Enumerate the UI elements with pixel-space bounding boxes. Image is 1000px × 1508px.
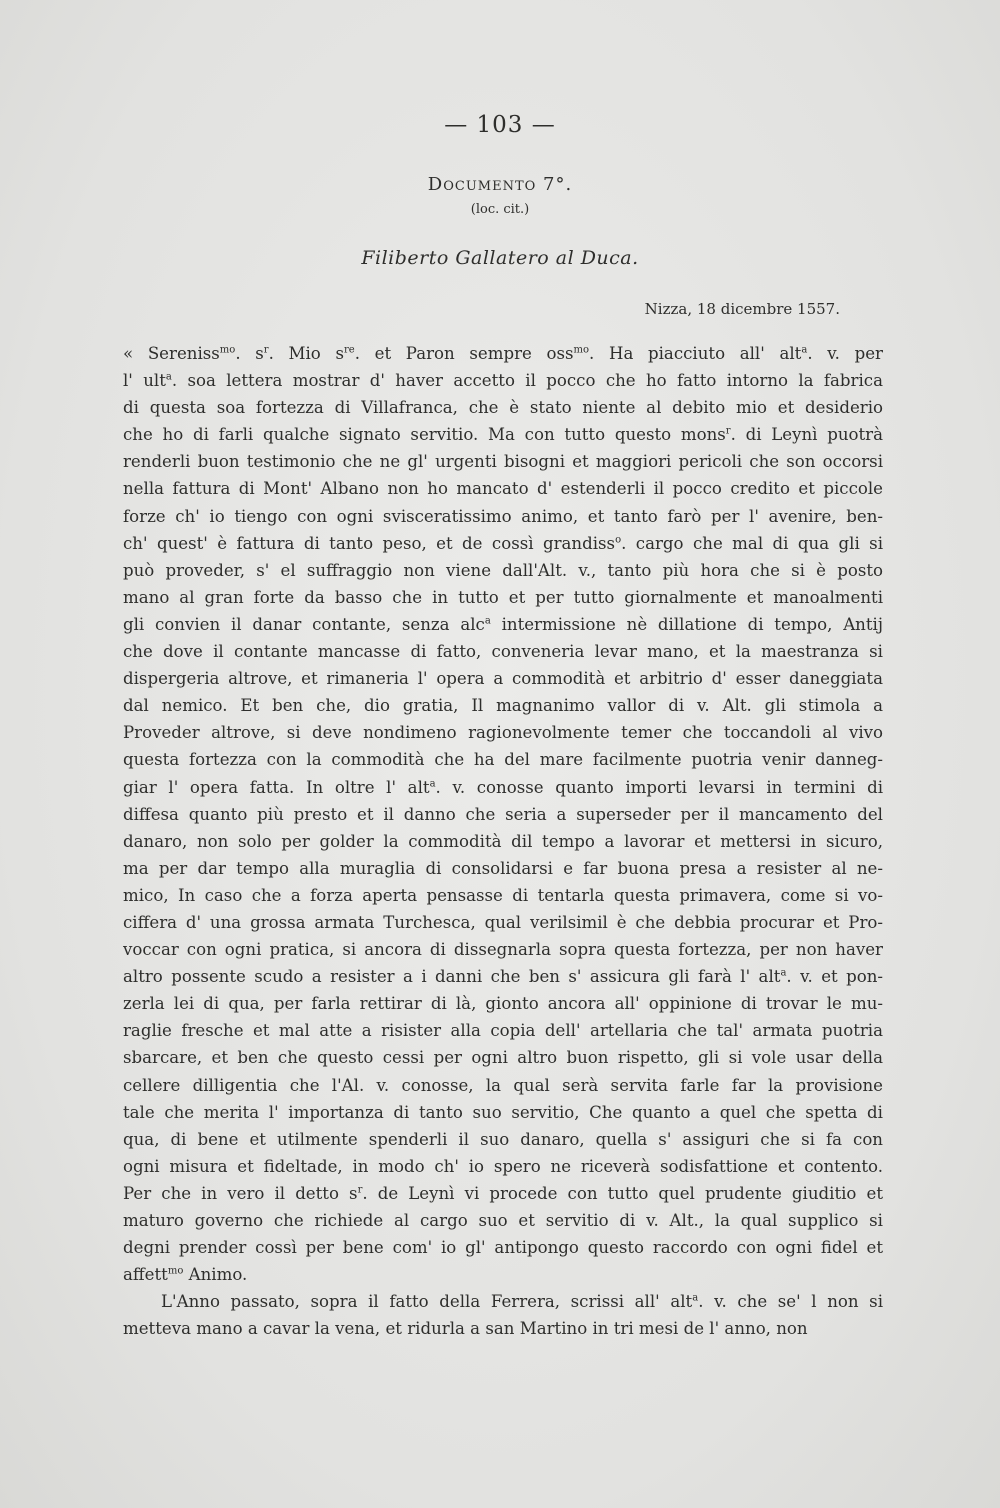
text-line: voccar con ogni pratica, si ancora di dissegnarla sopra questa fortezza, per non haver xyxy=(123,940,883,960)
text-line: raglie fresche et mal atte a risister alla copia dell' artellaria che tal' armata puotria xyxy=(123,1021,883,1041)
text-line: nella fattura di Mont' Albano non ho mancato d' estenderli il pocco credito et piccole xyxy=(123,479,883,499)
text-line: degni prender cossì per bene com' io gl' antipongo questo raccordo con ogni fidel et xyxy=(123,1238,883,1258)
text-line: l' ult$^a$. soa lettera mostrar d' haver accetto il pocco che ho fatto intorno la fabrica xyxy=(123,371,883,391)
text-line: Proveder altrove, si deve nondimeno ragionevolmente temer che toccandoli al vivo xyxy=(123,723,883,743)
text-line: mico, In caso che a forza aperta pensasse di tentarla questa primavera, come si vo- xyxy=(123,885,883,905)
letter-date: Nizza, 18 dicembre 1557. xyxy=(644,300,840,318)
document-title: Documento 7°. xyxy=(427,174,573,195)
text-line: danaro, non solo per golder la commodità dil tempo a lavorar et mettersi in sicuro, xyxy=(123,831,883,851)
text-line: diffesa quanto più presto et il danno che seria a superseder per il mancamento del xyxy=(123,804,883,824)
text-line: questa fortezza con la commodità che ha del mare facilmente puotria venir danneg- xyxy=(123,750,883,770)
text-line: può proveder, s' el suffraggio non viene dall'Alt. v., tanto più hora che si è posto xyxy=(123,560,883,580)
text-line: zerla lei di qua, per farla rettirar di là, gionto ancora all' oppinione di trovar le mu- xyxy=(123,994,883,1014)
text-line: che dove il contante mancasse di fatto, conveneria levar mano, et la maestranza si xyxy=(123,642,883,662)
text-line: L'Anno passato, sopra il fatto della Ferrera, scrissi all' alt$^a$. v. che se' l non si xyxy=(161,1292,883,1312)
document-reference: (loc. cit.) xyxy=(470,202,530,217)
text-line: tale che merita l' importanza di tanto suo servitio, Che quanto a quel che spetta di xyxy=(123,1102,883,1122)
text-line: ciffera d' una grossa armata Turchesca, qual verilsimil è che debbia procurar et Pro- xyxy=(123,912,883,932)
text-line: « Sereniss$^{mo}$. $s^r$. Mio $s^{re}$. et Paron sempre oss$^{mo}$. Ha piacciuto all' alt$^a$. v. per xyxy=(123,344,883,363)
text-line: di questa soa fortezza di Villafranca, che è stato niente al debito mio et desiderio xyxy=(123,398,883,418)
text-line: ogni misura et fideltade, in modo ch' io spero ne riceverà sodisfattione et contento. xyxy=(123,1156,883,1176)
text-line: qua, di bene et utilmente spenderli il suo danaro, quella s' assiguri che si fa con xyxy=(123,1129,883,1149)
text-line: ma per dar tempo alla muraglia di consolidarsi e far buona presa a resister al ne- xyxy=(123,858,883,878)
page-number: — 103 — xyxy=(444,112,556,138)
text-line: ch' quest' è fattura di tanto peso, et de cossì grandiss$^o$. cargo che mal di qua gli si xyxy=(123,533,883,553)
letter-body xyxy=(123,340,883,1342)
text-line: affett$^{mo}$ Animo. xyxy=(123,1265,248,1285)
text-line: altro possente scudo a resister a i danni che ben s' assicura gli farà l' alt$^a$. v. et pon- xyxy=(123,967,883,987)
text-line: cellere dilligentia che l'Al. v. conosse, la qual serà servita farle far la provisione xyxy=(123,1075,883,1095)
text-line: giar l' opera fatta. In oltre l' alt$^a$. v. conosse quanto importi levarsi in termini di xyxy=(123,777,883,797)
text-line: renderli buon testimonio che ne gl' urgenti bisogni et maggiori pericoli che son occorsi xyxy=(123,452,883,472)
text-line: metteva mano a cavar la vena, et ridurla a san Martino in tri mesi de l' anno, non xyxy=(123,1319,808,1339)
text-line: sbarcare, et ben che questo cessi per ogni altro buon rispetto, gli si vole usar della xyxy=(123,1048,883,1068)
text-line: Per che in vero il detto $s^r$. de Leynì vi procede con tutto quel prudente giuditio et xyxy=(123,1183,883,1203)
text-line: forze ch' io tiengo con ogni svisceratissimo animo, et tanto farò per l' avenire, ben- xyxy=(123,506,883,526)
text-line: gli convien il danar contante, senza alc$^a$ intermissione nè dillatione di tempo, Antij xyxy=(123,614,883,634)
text-line: maturo governo che richiede al cargo suo et servitio di v. Alt., la qual supplico si xyxy=(123,1211,883,1230)
document-heading: Filiberto Gallatero al Duca. xyxy=(361,247,639,269)
text-line: mano al gran forte da basso che in tutto et per tutto giornalmente et manoalmenti xyxy=(123,587,883,607)
text-line: che ho di farli qualche signato servitio. Ma con tutto questo mons$^r$. di Leynì puotrà xyxy=(123,425,883,445)
text-line: dal nemico. Et ben che, dio gratia, Il magnanimo vallor di v. Alt. gli stimola a xyxy=(123,696,883,716)
text-line: dispergeria altrove, et rimaneria l' opera a commodità et arbitrio d' esser daneggiata xyxy=(123,669,883,689)
